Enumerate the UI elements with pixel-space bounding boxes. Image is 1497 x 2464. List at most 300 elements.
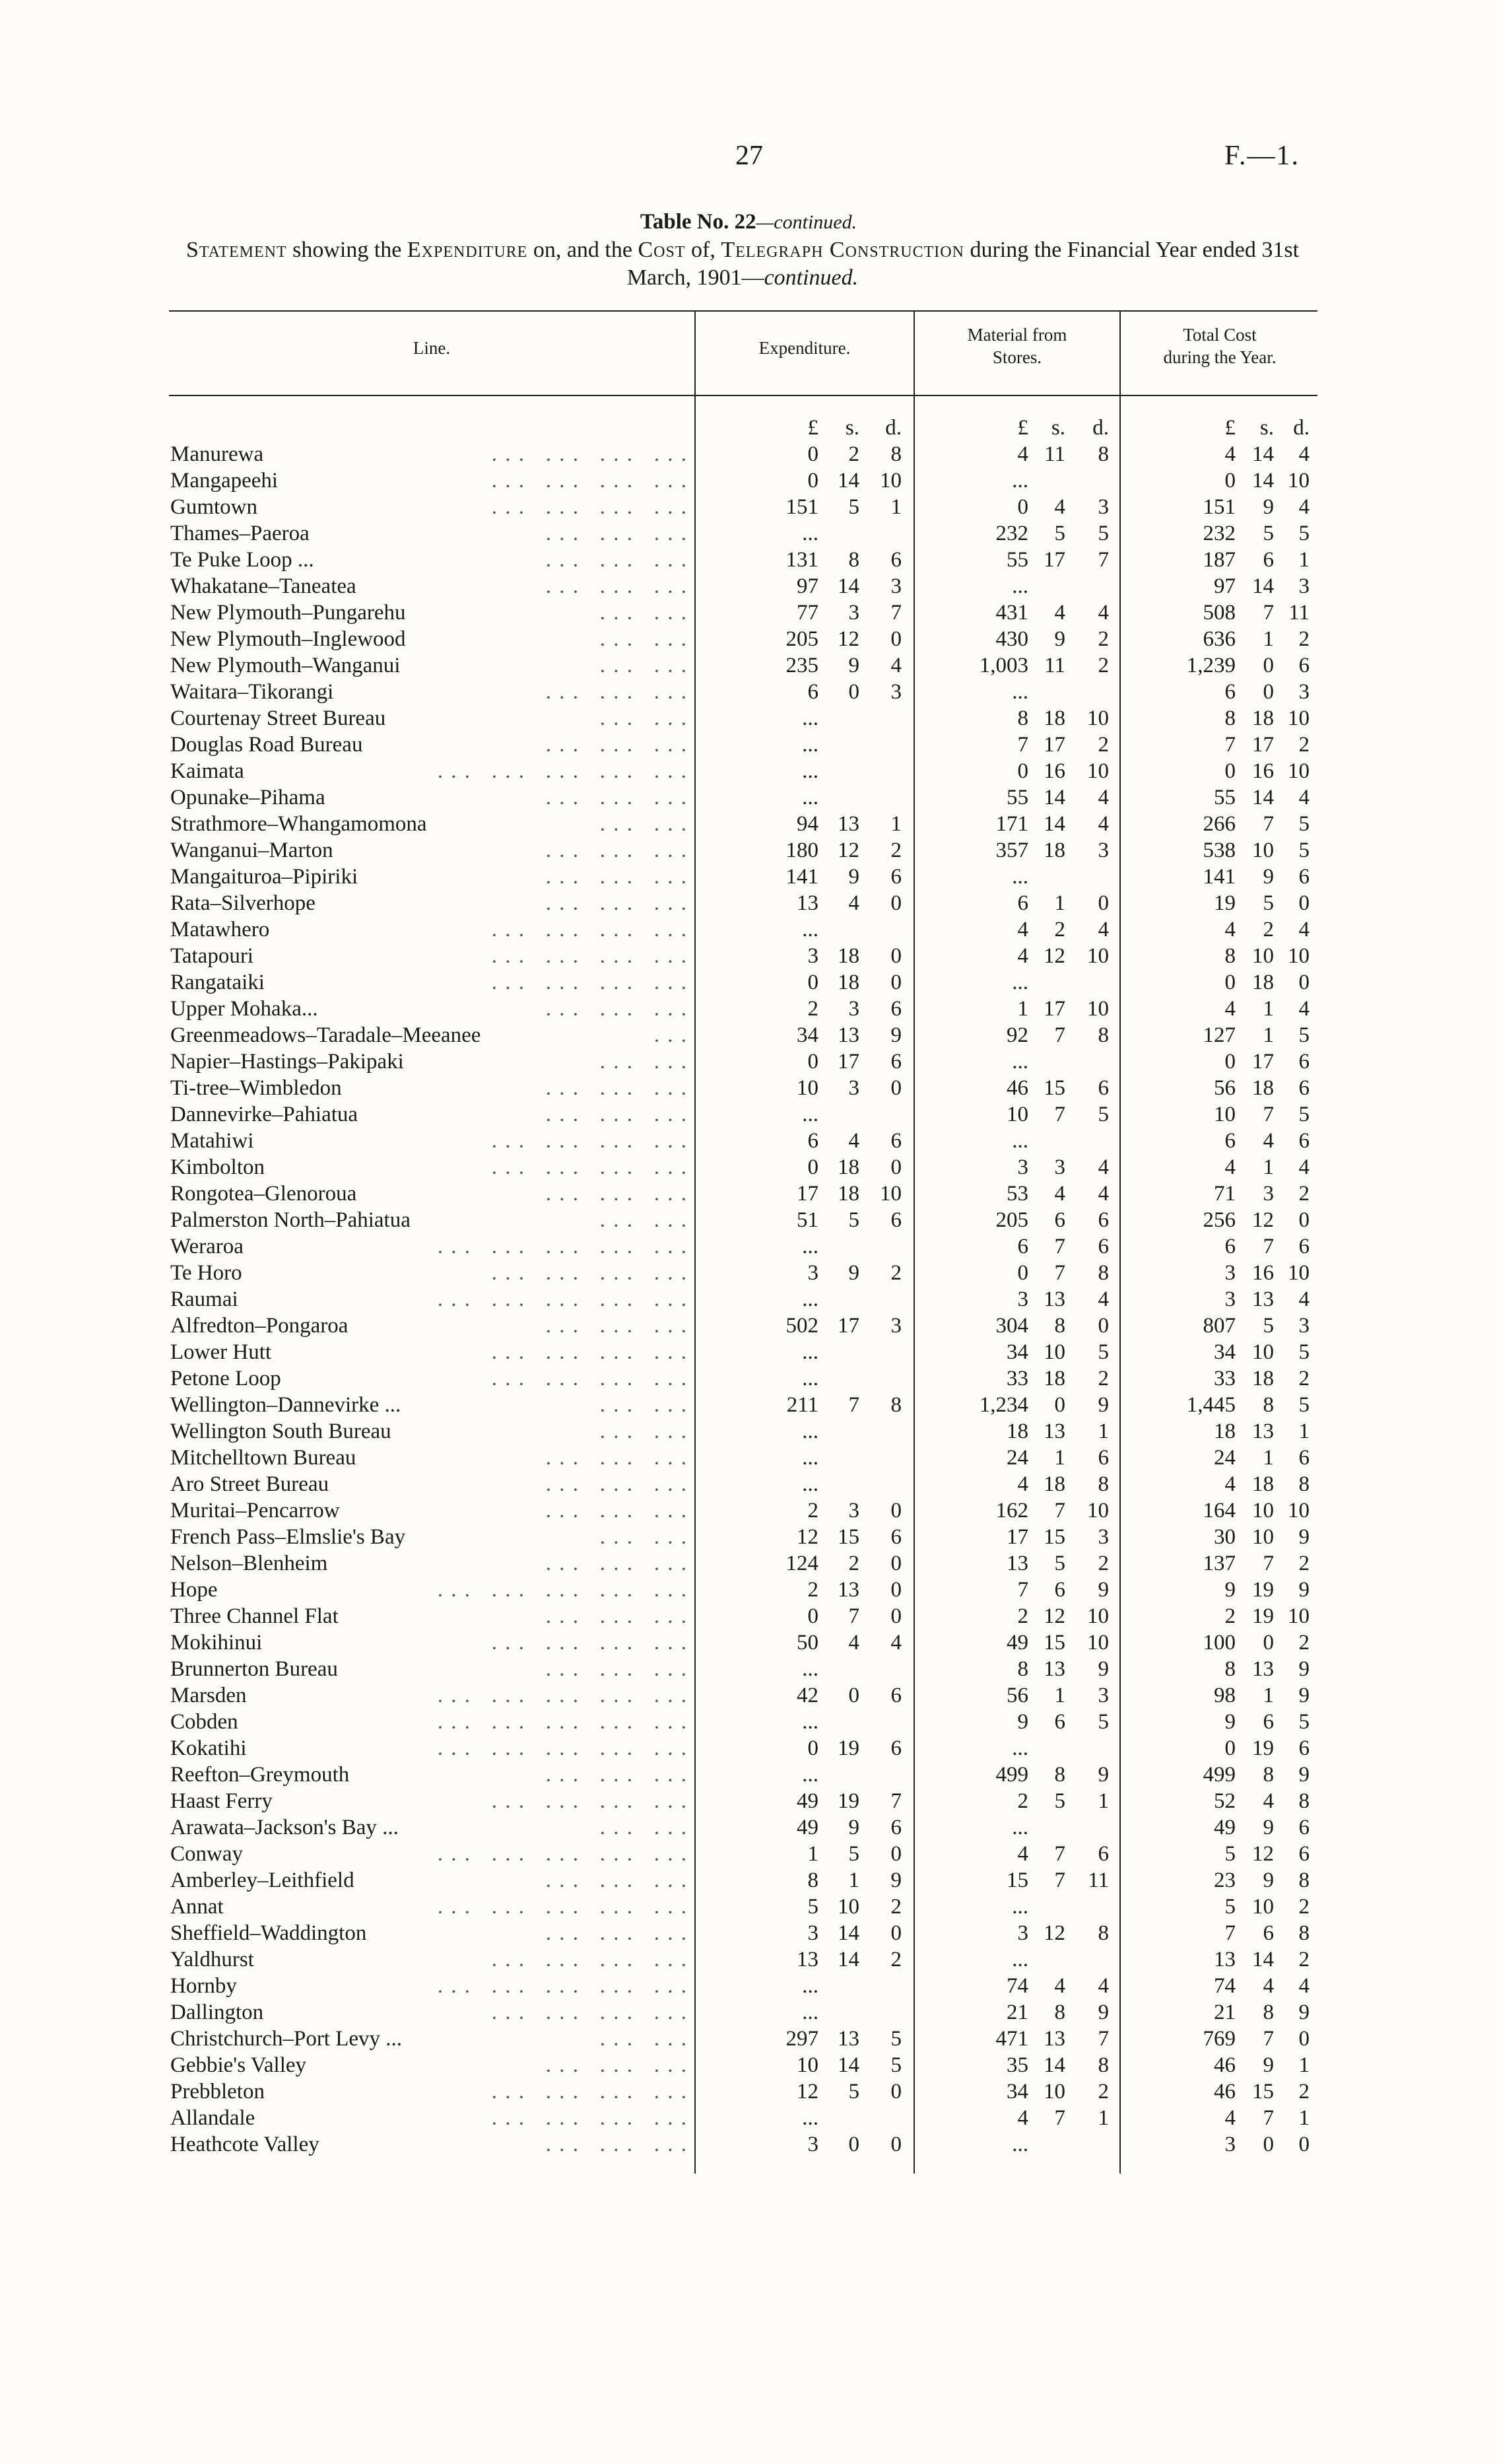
- exp-shillings: 3: [848, 1076, 859, 1100]
- exp-pence: 9: [890, 1023, 902, 1047]
- tot-pence: 2: [1298, 1367, 1310, 1390]
- exp-pounds: 49: [797, 1789, 818, 1813]
- tot-unit-pence: d.: [1293, 416, 1310, 440]
- exp-shillings: 12: [838, 627, 859, 651]
- tot-pence: 4: [1298, 1287, 1310, 1311]
- tot-pence: 2: [1298, 733, 1310, 757]
- leader-dots: . . . . . . . . .: [545, 1763, 688, 1787]
- mat-pounds: 471: [995, 2027, 1028, 2051]
- mat-pence: 8: [1098, 2053, 1109, 2077]
- line-name: Mangapeehi: [170, 469, 279, 493]
- leader-dots: . . . . . . . . . . . .: [491, 1367, 688, 1390]
- exp-pence: 10: [880, 1182, 902, 1206]
- tot-pounds: 5: [1224, 1842, 1236, 1866]
- tot-shillings: 6: [1263, 1710, 1274, 1734]
- tot-pence: 1: [1298, 2053, 1310, 2077]
- tot-pounds: 21: [1214, 2001, 1236, 2024]
- tot-shillings: 18: [1252, 1076, 1274, 1100]
- subtitle-statement: Statement: [185, 238, 287, 262]
- leader-dots: . . . . . . . . .: [545, 680, 688, 704]
- leader-dots: . . . . . . . . .: [545, 838, 688, 862]
- mat-shillings: 15: [1044, 1631, 1065, 1655]
- mat-pounds: 357: [995, 838, 1028, 862]
- exp-pounds: 51: [797, 1208, 818, 1232]
- mat-pounds: 4: [1017, 1842, 1028, 1866]
- exp-pounds: 235: [785, 654, 818, 677]
- table-row: [0, 1022, 1497, 1048]
- table-row: [0, 2131, 1497, 2158]
- table-row: [0, 1286, 1497, 1313]
- tot-pounds: 9: [1224, 1578, 1236, 1602]
- exp-pounds: 211: [786, 1393, 818, 1417]
- line-name: Amberley–Leithfield: [170, 1868, 354, 1892]
- exp-pence: 1: [890, 495, 902, 519]
- tot-shillings: 6: [1263, 1921, 1274, 1945]
- line-name: Christchurch–Port Levy ...: [170, 2027, 403, 2051]
- mat-pence: 5: [1098, 1710, 1109, 1734]
- mat-shillings: 13: [1044, 2027, 1065, 2051]
- leader-dots: . . . . . . . . . . . .: [491, 2001, 688, 2024]
- mat-pence: 9: [1098, 1393, 1109, 1417]
- line-name: Nelson–Blenheim: [170, 1552, 328, 1575]
- line-name: Marsden: [170, 1684, 247, 1707]
- tot-pounds: 9: [1224, 1710, 1236, 1734]
- mat-pounds: 55: [1007, 786, 1028, 809]
- tot-pence: 0: [1298, 891, 1310, 915]
- exp-shillings: 9: [848, 865, 859, 889]
- table-row: [0, 547, 1497, 573]
- leader-dots: . . . . . . . . . . . .: [491, 1261, 688, 1285]
- leader-dots: . . . . . . . . .: [545, 1076, 688, 1100]
- tot-pounds: 232: [1203, 522, 1236, 545]
- tot-pounds: 0: [1224, 759, 1236, 783]
- tot-shillings: 1: [1263, 1023, 1274, 1047]
- leader-dots: . . . . . . . . . . . .: [491, 1631, 688, 1655]
- tot-shillings: 13: [1252, 1287, 1274, 1311]
- leader-dots: . . . . . . . . . . . .: [491, 469, 688, 493]
- column-header-material-line2: Stores.: [992, 347, 1042, 367]
- tot-pounds: 98: [1214, 1684, 1236, 1707]
- line-name: Kaimata: [170, 759, 244, 783]
- exp-pounds: 50: [797, 1631, 818, 1655]
- exp-pounds: 12: [797, 1525, 818, 1549]
- exp-pence: 6: [890, 1525, 902, 1549]
- mat-pounds: 0: [1017, 1261, 1028, 1285]
- mat-pounds: 9: [1017, 1710, 1028, 1734]
- tot-pence: 10: [1288, 706, 1310, 730]
- tot-shillings: 14: [1252, 442, 1274, 466]
- tot-pounds: 13: [1214, 1948, 1236, 1971]
- tot-shillings: 19: [1252, 1736, 1274, 1760]
- exp-pounds: 297: [785, 2027, 818, 2051]
- table-row: [0, 1471, 1497, 1497]
- exp-pounds: ...: [802, 1710, 818, 1734]
- exp-shillings: 3: [848, 1499, 859, 1523]
- tot-shillings: 2: [1263, 918, 1274, 941]
- table-row: [0, 1497, 1497, 1524]
- tot-pounds: 6: [1224, 1235, 1236, 1258]
- table-row: [0, 1339, 1497, 1365]
- mat-pence: 8: [1098, 1261, 1109, 1285]
- table-row: [0, 1550, 1497, 1577]
- tot-pounds: 4: [1224, 2106, 1236, 2130]
- mat-pence: 8: [1098, 442, 1109, 466]
- tot-pence: 4: [1298, 786, 1310, 809]
- leader-dots: . . . . . . . . . . . .: [491, 1948, 688, 1971]
- tot-pence: 2: [1298, 2080, 1310, 2104]
- exp-shillings: 5: [848, 1208, 859, 1232]
- leader-dots: . . . . . .: [599, 1525, 688, 1549]
- line-name: Greenmeadows–Taradale–Meeanee: [170, 1023, 481, 1047]
- exp-shillings: 4: [848, 1129, 859, 1153]
- exp-pence: 6: [890, 997, 902, 1021]
- line-name: Cobden: [170, 1710, 238, 1734]
- exp-pounds: ...: [802, 1446, 818, 1470]
- table-row: [0, 2026, 1497, 2052]
- exp-pounds: ...: [802, 2106, 818, 2130]
- exp-shillings: 9: [848, 1816, 859, 1839]
- mat-pounds: 3: [1017, 1287, 1028, 1311]
- line-name: Manurewa: [170, 442, 264, 466]
- mat-shillings: 4: [1054, 495, 1065, 519]
- mat-pence: 4: [1098, 601, 1109, 625]
- tot-shillings: 10: [1252, 1895, 1274, 1919]
- line-name: Lower Hutt: [170, 1340, 272, 1364]
- table-subtitle: [158, 236, 1327, 292]
- table-row: [0, 1418, 1497, 1445]
- leader-dots: . . . . . . . . .: [545, 865, 688, 889]
- mat-shillings: 14: [1044, 812, 1065, 836]
- line-name: Annat: [170, 1895, 224, 1919]
- tot-pence: 5: [1298, 1340, 1310, 1364]
- exp-pounds: ...: [802, 759, 818, 783]
- tot-unit-pounds: £: [1224, 416, 1236, 440]
- exp-pounds: ...: [802, 1763, 818, 1787]
- tot-shillings: 4: [1263, 1789, 1274, 1813]
- tot-pounds: 266: [1203, 812, 1236, 836]
- table-row: [0, 996, 1497, 1022]
- mat-pounds: 1,234: [979, 1393, 1028, 1417]
- tot-pence: 3: [1298, 680, 1310, 704]
- leader-dots: . . . . . . . . .: [545, 1182, 688, 1206]
- mat-pence: 1: [1098, 1789, 1109, 1813]
- table-row: [0, 1841, 1497, 1867]
- mat-shillings: 12: [1044, 1604, 1065, 1628]
- line-name: Weraroa: [170, 1235, 244, 1258]
- leader-dots: . . . . . . . . . . . .: [491, 971, 688, 994]
- table-row: [0, 1629, 1497, 1656]
- table-row: [0, 1709, 1497, 1735]
- tot-pounds: 164: [1203, 1499, 1236, 1523]
- mat-shillings: 18: [1044, 706, 1065, 730]
- leader-dots: . . . . . . . . .: [545, 1604, 688, 1628]
- leader-dots: . . . . . . . . . . . .: [491, 1789, 688, 1813]
- tot-pounds: 46: [1214, 2080, 1236, 2104]
- mat-shillings: 18: [1044, 1367, 1065, 1390]
- leader-dots: . . . . . . . . . . . . . . .: [437, 1842, 688, 1866]
- tot-shillings: 14: [1252, 574, 1274, 598]
- tot-shillings: 7: [1263, 1103, 1274, 1126]
- mat-shillings: 7: [1054, 1868, 1065, 1892]
- tot-pounds: 100: [1203, 1631, 1236, 1655]
- tot-shillings: 7: [1263, 601, 1274, 625]
- leader-dots: . . . . . . . . . . . .: [491, 2106, 688, 2130]
- exp-pounds: 180: [785, 838, 818, 862]
- mat-shillings: 13: [1044, 1420, 1065, 1443]
- tot-pounds: 8: [1224, 706, 1236, 730]
- tot-pence: 9: [1298, 1684, 1310, 1707]
- exp-shillings: 17: [838, 1314, 859, 1338]
- line-name: Te Horo: [170, 1261, 242, 1285]
- leader-dots: . . . . . .: [599, 1050, 688, 1074]
- mat-pence: 6: [1098, 1076, 1109, 1100]
- mat-pounds: ...: [1012, 1129, 1028, 1153]
- table-row: [0, 1999, 1497, 2026]
- tot-pounds: 151: [1203, 495, 1236, 519]
- mat-pounds: 4: [1017, 2106, 1028, 2130]
- mat-pounds: 6: [1017, 1235, 1028, 1258]
- mat-unit-pounds: £: [1017, 416, 1028, 440]
- tot-pence: 6: [1298, 1842, 1310, 1866]
- exp-pence: 3: [890, 574, 902, 598]
- tot-shillings: 14: [1252, 1948, 1274, 1971]
- tot-pence: 9: [1298, 1525, 1310, 1549]
- exp-shillings: 13: [838, 812, 859, 836]
- exp-pence: 6: [890, 1736, 902, 1760]
- column-header-total: [1121, 324, 1319, 368]
- exp-pounds: ...: [802, 733, 818, 757]
- exp-shillings: 15: [838, 1525, 859, 1549]
- mat-pence: 6: [1098, 1446, 1109, 1470]
- tot-pounds: 55: [1214, 786, 1236, 809]
- table-row: [0, 467, 1497, 494]
- exp-pence: 4: [890, 654, 902, 677]
- table-row: [0, 1101, 1497, 1128]
- exp-pence: 0: [890, 2133, 902, 2156]
- leader-dots: . . . . . . . . .: [545, 1552, 688, 1575]
- exp-pence: 9: [890, 1868, 902, 1892]
- exp-shillings: 13: [838, 1578, 859, 1602]
- leader-dots: . . . . . . . . .: [545, 2053, 688, 2077]
- mat-pounds: 24: [1007, 1446, 1028, 1470]
- table-row: [0, 1894, 1497, 1920]
- mat-pounds: 46: [1007, 1076, 1028, 1100]
- table-row: [0, 1867, 1497, 1894]
- mat-pence: 4: [1098, 1155, 1109, 1179]
- exp-pence: 7: [890, 601, 902, 625]
- line-name: Kokatihi: [170, 1736, 247, 1760]
- tot-pounds: 5: [1224, 1895, 1236, 1919]
- mat-pounds: 499: [995, 1763, 1028, 1787]
- exp-pounds: ...: [802, 1420, 818, 1443]
- mat-shillings: 7: [1054, 2106, 1065, 2130]
- tot-shillings: 1: [1263, 1446, 1274, 1470]
- exp-pence: 6: [890, 1050, 902, 1074]
- tot-pence: 4: [1298, 918, 1310, 941]
- exp-shillings: 5: [848, 2080, 859, 2104]
- exp-shillings: 14: [838, 469, 859, 493]
- tot-shillings: 9: [1263, 865, 1274, 889]
- tot-pounds: 10: [1214, 1103, 1236, 1126]
- table-row: [0, 1313, 1497, 1339]
- tot-shillings: 4: [1263, 1974, 1274, 1998]
- line-name: Petone Loop: [170, 1367, 281, 1390]
- tot-pounds: 8: [1224, 944, 1236, 968]
- exp-pounds: 0: [807, 442, 818, 466]
- line-name: Douglas Road Bureau: [170, 733, 363, 757]
- line-name: Allandale: [170, 2106, 255, 2130]
- tot-pence: 3: [1298, 574, 1310, 598]
- mat-pence: 10: [1087, 759, 1109, 783]
- line-name: Yaldhurst: [170, 1948, 254, 1971]
- table-row: [0, 1920, 1497, 1946]
- mat-pence: 3: [1098, 495, 1109, 519]
- exp-shillings: 0: [848, 1684, 859, 1707]
- tot-pounds: 0: [1224, 469, 1236, 493]
- tot-pence: 5: [1298, 812, 1310, 836]
- exp-pence: 0: [890, 971, 902, 994]
- exp-pounds: 2: [807, 997, 818, 1021]
- tot-pence: 5: [1298, 1103, 1310, 1126]
- exp-pounds: 13: [797, 891, 818, 915]
- mat-pence: 7: [1098, 548, 1109, 572]
- exp-pence: 10: [880, 469, 902, 493]
- line-name: Reefton–Greymouth: [170, 1763, 350, 1787]
- mat-shillings: 1: [1054, 1684, 1065, 1707]
- tot-pence: 1: [1298, 1420, 1310, 1443]
- tot-shillings: 4: [1263, 1129, 1274, 1153]
- tot-shillings: 8: [1263, 1763, 1274, 1787]
- line-name: Hornby: [170, 1974, 237, 1998]
- tot-shillings: 10: [1252, 944, 1274, 968]
- leader-dots: . . . . . . . . .: [545, 548, 688, 572]
- exp-pence: 2: [890, 1948, 902, 1971]
- leader-dots: . . . . . . . . .: [545, 1472, 688, 1496]
- exp-pence: 5: [890, 2027, 902, 2051]
- leader-dots: . . . . . . . . .: [545, 997, 688, 1021]
- mat-pence: 6: [1098, 1235, 1109, 1258]
- leader-dots: . . . . . . . . .: [545, 1103, 688, 1126]
- line-name: New Plymouth–Wanganui: [170, 654, 401, 677]
- tot-pounds: 4: [1224, 1472, 1236, 1496]
- exp-unit-pence: d.: [885, 416, 902, 440]
- tot-pence: 9: [1298, 1657, 1310, 1681]
- mat-shillings: 7: [1054, 1235, 1065, 1258]
- line-name: Gebbie's Valley: [170, 2053, 307, 2077]
- exp-shillings: 10: [838, 1895, 859, 1919]
- mat-pence: 2: [1098, 2080, 1109, 2104]
- exp-pence: 0: [890, 944, 902, 968]
- tot-pounds: 538: [1203, 838, 1236, 862]
- line-name: Tatapouri: [170, 944, 253, 968]
- exp-pounds: 0: [807, 1604, 818, 1628]
- exp-pence: 0: [890, 1552, 902, 1575]
- leader-dots: . . . . . . . . .: [545, 1657, 688, 1681]
- tot-pence: 2: [1298, 1552, 1310, 1575]
- mat-pounds: ...: [1012, 865, 1028, 889]
- exp-shillings: 14: [838, 574, 859, 598]
- mat-unit-shillings: s.: [1051, 416, 1065, 440]
- leader-dots: . . . . . . . . . . . .: [491, 495, 688, 519]
- tot-shillings: 19: [1252, 1604, 1274, 1628]
- leader-dots: . . . . . .: [599, 2027, 688, 2051]
- tot-shillings: 10: [1252, 1525, 1274, 1549]
- exp-pence: 6: [890, 1684, 902, 1707]
- tot-pounds: 137: [1203, 1552, 1236, 1575]
- line-name: Napier–Hastings–Pakipaki: [170, 1050, 404, 1074]
- exp-pounds: ...: [802, 786, 818, 809]
- exp-pounds: 2: [807, 1578, 818, 1602]
- table-row: [0, 890, 1497, 916]
- tot-shillings: 1: [1263, 627, 1274, 651]
- table-row: [0, 1762, 1497, 1788]
- mat-shillings: 7: [1054, 1842, 1065, 1866]
- tot-pence: 10: [1288, 1604, 1310, 1628]
- tot-pence: 2: [1298, 1895, 1310, 1919]
- line-name: Mokihinui: [170, 1631, 263, 1655]
- exp-pounds: ...: [802, 1235, 818, 1258]
- line-name: Muritai–Pencarrow: [170, 1499, 340, 1523]
- exp-pence: 0: [890, 1499, 902, 1523]
- line-name: Raumai: [170, 1287, 238, 1311]
- mat-pence: 6: [1098, 1208, 1109, 1232]
- mat-pence: 2: [1098, 654, 1109, 677]
- leader-dots: . . . . . .: [599, 601, 688, 625]
- tot-pounds: 49: [1214, 1816, 1236, 1839]
- mat-pence: 9: [1098, 2001, 1109, 2024]
- tot-pence: 5: [1298, 838, 1310, 862]
- exp-shillings: 7: [848, 1393, 859, 1417]
- tot-shillings: 10: [1252, 1499, 1274, 1523]
- exp-pounds: ...: [802, 1103, 818, 1126]
- mat-pounds: ...: [1012, 1050, 1028, 1074]
- table-row: [0, 1128, 1497, 1154]
- exp-pounds: 3: [807, 1921, 818, 1945]
- mat-pounds: ...: [1012, 574, 1028, 598]
- mat-pence: 2: [1098, 627, 1109, 651]
- table-row: [0, 573, 1497, 599]
- tot-shillings: 9: [1263, 495, 1274, 519]
- table-row: [0, 1946, 1497, 1973]
- mat-pounds: 18: [1007, 1420, 1028, 1443]
- mat-shillings: 0: [1054, 1393, 1065, 1417]
- exp-unit-shillings: s.: [845, 416, 859, 440]
- tot-pounds: 2: [1224, 1604, 1236, 1628]
- mat-shillings: 17: [1044, 997, 1065, 1021]
- exp-pounds: 502: [785, 1314, 818, 1338]
- tot-pounds: 8: [1224, 1657, 1236, 1681]
- exp-pence: 5: [890, 2053, 902, 2077]
- tot-pence: 0: [1298, 971, 1310, 994]
- table-row: [0, 1814, 1497, 1841]
- tot-pence: 4: [1298, 997, 1310, 1021]
- mat-pence: 5: [1098, 1340, 1109, 1364]
- tot-pence: 8: [1298, 1868, 1310, 1892]
- mat-pence: 0: [1098, 891, 1109, 915]
- tot-pounds: 71: [1214, 1182, 1236, 1206]
- exp-pounds: 0: [807, 1736, 818, 1760]
- tot-unit-shillings: s.: [1259, 416, 1274, 440]
- mat-shillings: 1: [1054, 1446, 1065, 1470]
- tot-shillings: 16: [1252, 759, 1274, 783]
- leader-dots: . . . . . . . . . . . . . . .: [437, 1287, 688, 1311]
- mat-pence: 8: [1098, 1921, 1109, 1945]
- leader-dots: . . . . . . . . .: [545, 1499, 688, 1523]
- table-row: [0, 494, 1497, 520]
- table-top-rule: [169, 310, 1317, 312]
- mat-pounds: 205: [995, 1208, 1028, 1232]
- tot-pence: 5: [1298, 1023, 1310, 1047]
